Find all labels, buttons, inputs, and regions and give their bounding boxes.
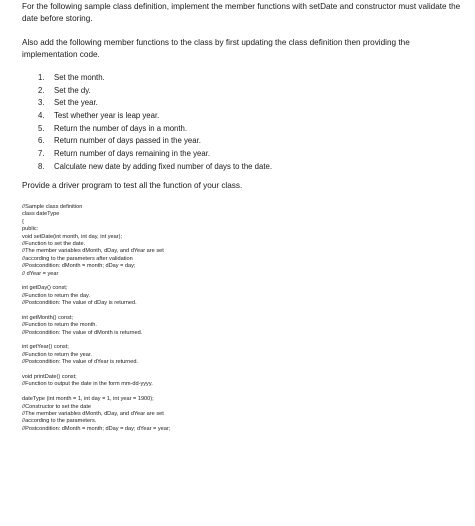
task-text: Set the dy. — [54, 85, 91, 95]
code-line: //Postcondition: dMonth = month; dDay = day; dYear = year; — [22, 425, 171, 432]
code-line: //Postcondition: dMonth = month; dDay = day; — [22, 263, 136, 270]
code-blank-line — [22, 389, 467, 396]
code-line: //Postcondition: The value of dDay is returned. — [22, 300, 137, 307]
task-number: 4. — [38, 111, 45, 121]
code-line: //according to the parameters. — [22, 418, 97, 425]
task-item — [38, 72, 272, 85]
code-line: class dateType — [22, 211, 60, 218]
code-line: //Constructor to set the date — [22, 403, 92, 410]
code-line: //Function to return the year. — [22, 351, 92, 358]
code-blank-line — [22, 307, 467, 314]
code-block — [22, 204, 467, 433]
code-line: int getDay() const; — [22, 285, 68, 292]
code-line: // dYear = year — [22, 270, 59, 277]
task-text: Calculate new date by adding fixed number of days to the date. — [54, 161, 273, 171]
task-item — [38, 97, 272, 110]
code-line: //Function to set the date. — [22, 240, 86, 247]
task-text: Set the month. — [54, 73, 105, 82]
code-line: void printDate() const; — [22, 373, 77, 380]
task-text: Set the year. — [54, 98, 98, 108]
task-text: Return number of days passed in the year. — [54, 136, 201, 146]
intro-paragraph: For the following sample class definition, implement the member functions with setDate and constructor must validate the date before storing. — [22, 2, 461, 23]
task-item — [38, 123, 272, 136]
task-number: 2. — [38, 85, 45, 95]
code-line: //The member variables dMonth, dDay, and dYear are set — [22, 248, 164, 255]
task-item — [38, 161, 272, 174]
code-line: //according to the parameters after validation — [22, 255, 133, 262]
code-line: int getYear() const; — [22, 344, 69, 351]
task-text: Test whether year is leap year. — [54, 111, 160, 121]
task-number: 1. — [38, 73, 45, 82]
task-item — [38, 135, 272, 148]
task-number: 7. — [38, 149, 45, 159]
task-number: 3. — [38, 98, 45, 108]
code-line: void setDate(int month, int day, int year); — [22, 233, 123, 240]
code-line: //Postcondition: The value of dYear is returned. — [22, 359, 138, 366]
task-text: Return the number of days in a month. — [54, 123, 188, 133]
task-item — [38, 85, 272, 98]
driver-paragraph: Provide a driver program to test all the function of your class. — [22, 181, 243, 190]
task-number: 6. — [38, 136, 45, 146]
task-list — [38, 72, 272, 174]
code-line: //Function to return the month. — [22, 322, 97, 329]
code-line: dateType (int month = 1, int day = 1, int year = 1900); — [22, 396, 154, 403]
task-number: 5. — [38, 123, 45, 133]
code-line: //Sample class definition — [22, 204, 83, 210]
task-item — [38, 110, 272, 123]
code-blank-line — [22, 337, 467, 344]
code-line: int getMonth() const; — [22, 314, 73, 321]
code-blank-line — [22, 367, 467, 374]
task-item — [38, 148, 272, 161]
code-line: //Postcondition: The value of dMonth is returned. — [22, 329, 143, 336]
code-line: { — [22, 218, 24, 225]
task-text: Return number of days remaining in the year. — [54, 149, 211, 159]
code-line: //Function to output the date in the form mm-dd-yyyy. — [22, 381, 153, 388]
code-line: //Function to return the day. — [22, 292, 90, 299]
instructions-paragraph: Also add the following member functions to the class by first updating the class definition then providing the implementation code. — [22, 38, 410, 59]
code-blank-line — [22, 278, 467, 285]
code-line: public: — [22, 226, 39, 233]
code-line: //The member variables dMonth, dDay, and dYear are set — [22, 410, 164, 417]
task-number: 8. — [38, 161, 45, 171]
